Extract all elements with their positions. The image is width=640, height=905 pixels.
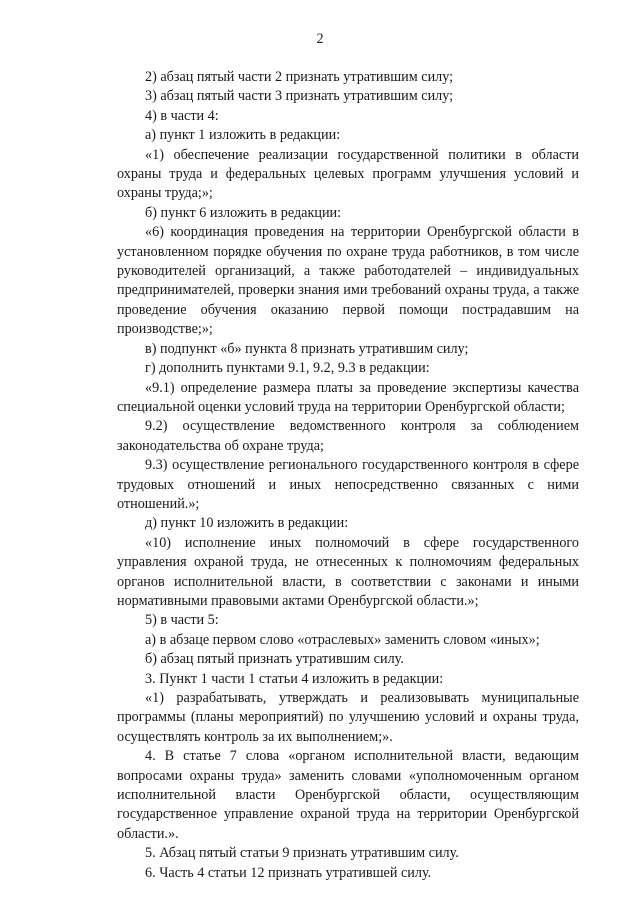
- paragraph: 2) абзац пятый части 2 признать утратившим силу;: [145, 69, 454, 85]
- paragraph: «6) координация проведения на территории Оренбургской области в установленном порядке обучения по охране труда работников, в том числе руководителей организаций, а также работодателей – индивидуальных предпринимателей, проверки знания ими требований охраны труда, а также проведение обучения оказанию первой помощи пострадавшим на производстве;»;: [117, 224, 579, 338]
- paragraph: «1) обеспечение реализации государственной политики в области охраны труда и федеральных целевых программ улучшения условий и охраны труда;»;: [117, 146, 579, 202]
- document-body: [117, 68, 579, 883]
- paragraph: 4. В статье 7 слова «органом исполнительной власти, ведающим вопросами охраны труда» заменить словами «уполномоченным органом исполнительной власти Оренбургской области, осуществляющим государственное управление охраной труда на территории Оренбургской области.».: [117, 748, 579, 842]
- paragraph: 6. Часть 4 статьи 12 признать утратившей силу.: [145, 864, 432, 881]
- paragraph: «9.1) определение размера платы за проведение экспертизы качества специальной оценки условий труда на территории Оренбургской области;: [117, 379, 579, 415]
- paragraph: г) дополнить пунктами 9.1, 9.2, 9.3 в редакции:: [145, 360, 430, 377]
- paragraph: 5. Абзац пятый статьи 9 признать утратившим силу.: [145, 845, 459, 862]
- paragraph: а) пункт 1 изложить в редакции:: [145, 127, 341, 144]
- paragraph: 9.3) осуществление регионального государственного контроля в сфере трудовых отношений и иных непосредственно связанных с ними отношений.»;: [117, 457, 579, 512]
- paragraph: 3) абзац пятый части 3 признать утратившим силу;: [145, 88, 454, 105]
- paragraph: 4) в части 4:: [145, 107, 219, 124]
- paragraph: а) в абзаце первом слово «отраслевых» заменить словом «иных»;: [145, 631, 540, 648]
- paragraph: 9.2) осуществление ведомственного контроля за соблюдением законодательства об охране труда;: [117, 418, 579, 454]
- paragraph: б) абзац пятый признать утратившим силу.: [145, 651, 404, 668]
- paragraph: 5) в части 5:: [145, 612, 219, 629]
- paragraph: «1) разрабатывать, утверждать и реализовывать муниципальные программы (планы мероприятий) по улучшению условий и охраны труда, осуществлять контроль за их выполнением;».: [117, 690, 579, 745]
- page-number: 2: [316, 31, 324, 47]
- paragraph: «10) исполнение иных полномочий в сфере государственного управления охраной труда, не отнесенных к полномочиям федеральных органов исполнительной власти, в соответствии с законами и иными нормативными правовыми актами Оренбургской области.»;: [117, 534, 579, 609]
- paragraph: б) пункт 6 изложить в редакции:: [145, 204, 342, 221]
- paragraph: в) подпункт «б» пункта 8 признать утратившим силу;: [145, 340, 469, 357]
- paragraph: д) пункт 10 изложить в редакции:: [145, 515, 349, 532]
- paragraph: 3. Пункт 1 части 1 статьи 4 изложить в редакции:: [145, 670, 444, 687]
